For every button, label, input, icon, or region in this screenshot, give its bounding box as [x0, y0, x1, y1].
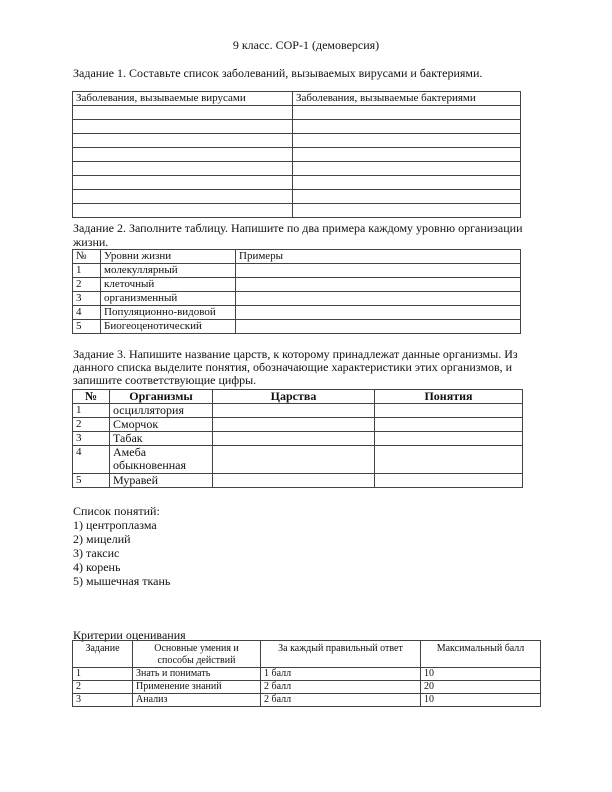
- max-score: 10: [421, 694, 541, 707]
- max-score: 10: [421, 668, 541, 681]
- header-bacteria-diseases: Заболевания, вызываемые бактериями: [293, 92, 521, 106]
- table-row: [73, 404, 523, 418]
- list-item: 2) мицелий: [73, 532, 131, 546]
- kingdom-cell[interactable]: [213, 446, 375, 474]
- task2-table: [72, 249, 521, 334]
- examples-cell[interactable]: [236, 292, 521, 306]
- table-header-row: [73, 92, 521, 106]
- criteria-table: [72, 640, 541, 707]
- table-row: [73, 306, 521, 320]
- table-row: [73, 432, 523, 446]
- life-level-name: Биогеоценотический: [101, 320, 236, 334]
- cell-empty[interactable]: [73, 148, 293, 162]
- list-item: 5) мышечная ткань: [73, 574, 171, 588]
- concepts-title: Список понятий:: [73, 504, 160, 518]
- row-number: 3: [73, 292, 101, 306]
- table-row: [73, 134, 521, 148]
- table-row: [73, 668, 541, 681]
- task1-table: [72, 91, 521, 218]
- skill-name: Знать и понимать: [133, 668, 261, 681]
- task2-text: Задание 2. Заполните таблицу. Напишите по два примера каждому уровню организации жизни.: [73, 221, 523, 249]
- table-row: [73, 190, 521, 204]
- header-max-score: Максимальный балл: [421, 641, 541, 668]
- task-number: 3: [73, 694, 133, 707]
- kingdom-cell[interactable]: [213, 418, 375, 432]
- concepts-list: [73, 504, 170, 588]
- cell-empty[interactable]: [73, 204, 293, 218]
- life-level-name: молекуллярный: [101, 264, 236, 278]
- concepts-cell[interactable]: [375, 474, 523, 488]
- organism-name: осциллятория: [110, 404, 213, 418]
- table-row: [73, 176, 521, 190]
- header-concepts: Понятия: [375, 390, 523, 404]
- row-number: 3: [73, 432, 110, 446]
- task3-table: [72, 389, 523, 488]
- cell-empty[interactable]: [293, 204, 521, 218]
- cell-empty[interactable]: [73, 190, 293, 204]
- kingdom-cell[interactable]: [213, 432, 375, 446]
- table-row: [73, 681, 541, 694]
- examples-cell[interactable]: [236, 320, 521, 334]
- table-row: [73, 264, 521, 278]
- header-life-levels: Уровни жизни: [101, 250, 236, 264]
- cell-empty[interactable]: [73, 106, 293, 120]
- table-row: [73, 418, 523, 432]
- organism-name: Муравей: [110, 474, 213, 488]
- concepts-cell[interactable]: [375, 418, 523, 432]
- criteria-title: Критерии оценивания: [73, 628, 186, 642]
- cell-empty[interactable]: [73, 134, 293, 148]
- cell-empty[interactable]: [73, 120, 293, 134]
- row-number: 5: [73, 474, 110, 488]
- table-row: [73, 694, 541, 707]
- table-header-row: [73, 390, 523, 404]
- cell-empty[interactable]: [293, 148, 521, 162]
- cell-empty[interactable]: [293, 134, 521, 148]
- header-number: №: [73, 390, 110, 404]
- row-number: 5: [73, 320, 101, 334]
- life-level-name: клеточный: [101, 278, 236, 292]
- table-row: [73, 148, 521, 162]
- skill-name: Применение знаний: [133, 681, 261, 694]
- table-row: [73, 106, 521, 120]
- table-row: [73, 120, 521, 134]
- row-number: 2: [73, 418, 110, 432]
- kingdom-cell[interactable]: [213, 474, 375, 488]
- row-number: 2: [73, 278, 101, 292]
- task-number: 2: [73, 681, 133, 694]
- task-number: 1: [73, 668, 133, 681]
- cell-empty[interactable]: [73, 162, 293, 176]
- row-number: 4: [73, 306, 101, 320]
- examples-cell[interactable]: [236, 306, 521, 320]
- header-task: Задание: [73, 641, 133, 668]
- table-row: [73, 446, 523, 474]
- list-item: 4) корень: [73, 560, 121, 574]
- examples-cell[interactable]: [236, 278, 521, 292]
- table-row: [73, 474, 523, 488]
- points-per-answer: 2 балл: [261, 681, 421, 694]
- kingdom-cell[interactable]: [213, 404, 375, 418]
- points-per-answer: 1 балл: [261, 668, 421, 681]
- points-per-answer: 2 балл: [261, 694, 421, 707]
- header-number: №: [73, 250, 101, 264]
- concepts-cell[interactable]: [375, 404, 523, 418]
- header-kingdoms: Царства: [213, 390, 375, 404]
- list-item: 1) центроплазма: [73, 518, 157, 532]
- organism-name: Сморчок: [110, 418, 213, 432]
- header-organisms: Организмы: [110, 390, 213, 404]
- header-skills: Основные умения и способы действий: [133, 641, 261, 668]
- header-virus-diseases: Заболевания, вызываемые вирусами: [73, 92, 293, 106]
- list-item: 3) таксис: [73, 546, 120, 560]
- concepts-cell[interactable]: [375, 446, 523, 474]
- life-level-name: организменный: [101, 292, 236, 306]
- max-score: 20: [421, 681, 541, 694]
- table-row: [73, 278, 521, 292]
- cell-empty[interactable]: [293, 106, 521, 120]
- life-level-name: Популяционно-видовой: [101, 306, 236, 320]
- table-row: [73, 292, 521, 306]
- cell-empty[interactable]: [293, 190, 521, 204]
- concepts-cell[interactable]: [375, 432, 523, 446]
- table-row: [73, 204, 521, 218]
- row-number: 1: [73, 264, 101, 278]
- task1-text: Задание 1. Составьте список заболеваний, вызываемых вирусами и бактериями.: [73, 66, 483, 80]
- task3-text: Задание 3. Напишите название царств, к которому принадлежат данные организмы. Из данного списка выделите понятия, обозначающие характеристики этих организмов, и запишите соответствующие цифры.: [73, 347, 518, 387]
- table-header-row: [73, 250, 521, 264]
- cell-empty[interactable]: [73, 176, 293, 190]
- examples-cell[interactable]: [236, 264, 521, 278]
- row-number: 1: [73, 404, 110, 418]
- table-row: [73, 320, 521, 334]
- table-row: [73, 162, 521, 176]
- organism-name: Амеба обыкновенная: [110, 446, 213, 474]
- skill-name: Анализ: [133, 694, 261, 707]
- page-title: 9 класс. СОР-1 (демоверсия): [232, 38, 380, 52]
- row-number: 4: [73, 446, 110, 474]
- cell-empty[interactable]: [293, 176, 521, 190]
- organism-name: Табак: [110, 432, 213, 446]
- header-per-answer: За каждый правильный ответ: [261, 641, 421, 668]
- cell-empty[interactable]: [293, 120, 521, 134]
- cell-empty[interactable]: [293, 162, 521, 176]
- table-header-row: [73, 641, 541, 668]
- header-examples: Примеры: [236, 250, 521, 264]
